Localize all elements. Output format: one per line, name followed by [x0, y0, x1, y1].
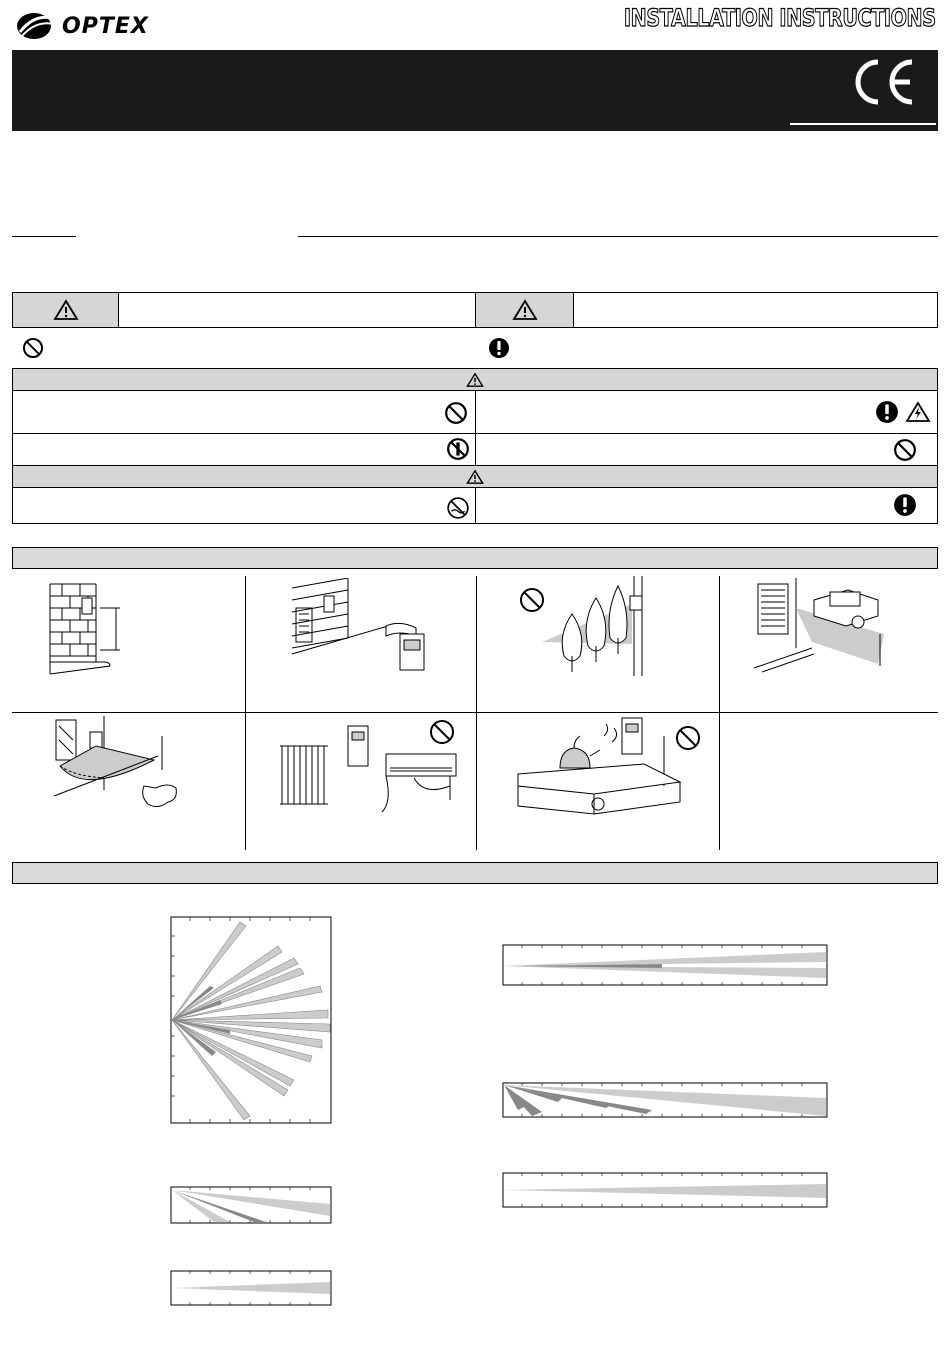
- safety-divider-bottom: [475, 488, 476, 524]
- wall-height-illustration: [40, 582, 140, 680]
- grid-divider-2: [476, 576, 477, 850]
- no-water-icon: [446, 496, 470, 520]
- corner-mount-illustration: [288, 578, 438, 680]
- electric-shock-icon: [905, 401, 931, 423]
- legend-warning-box: [12, 292, 476, 328]
- banner-underline: [790, 123, 936, 125]
- narrow-beam-side-view-chart: [502, 1172, 828, 1208]
- vehicle-illustration: [752, 578, 912, 678]
- optex-swoosh-icon: [16, 10, 56, 42]
- exclamation-circle-icon: [875, 400, 899, 424]
- warning-triangle-icon: [512, 299, 538, 321]
- section-header-detection-pattern: [12, 862, 938, 884]
- warning-triangle-icon: [466, 372, 484, 388]
- no-disassembly-icon: [446, 437, 470, 461]
- legend-caution-box: [475, 292, 938, 328]
- safety-caution-header: [13, 466, 937, 488]
- legend-caution-icon-cell: [476, 293, 574, 327]
- ce-mark-icon: [850, 56, 916, 108]
- exclamation-circle-icon: [893, 493, 917, 517]
- intro-rule-left: [12, 236, 76, 237]
- document-title: INSTALLATION INSTRUCTIONS: [624, 4, 936, 32]
- exclamation-circle-icon: [488, 337, 510, 359]
- long-range-top-view-chart: [502, 944, 828, 986]
- steam-prohibited-illustration: [514, 716, 704, 816]
- grid-divider-3: [719, 576, 720, 850]
- prohibited-circle-icon: [893, 438, 917, 462]
- detection-side-view-chart-wide: [170, 1186, 332, 1224]
- long-range-side-view-chart: [502, 1082, 828, 1118]
- prohibited-circle-icon: [22, 337, 44, 359]
- heat-source-prohibited-illustration: [274, 716, 470, 816]
- grid-divider-1: [245, 576, 246, 850]
- prohibited-circle-icon: [444, 401, 468, 425]
- warning-triangle-icon: [466, 469, 484, 485]
- brand-name: OPTEX: [62, 14, 149, 39]
- title-banner: [12, 50, 938, 131]
- detection-top-view-chart: [170, 916, 332, 1124]
- detection-side-view-chart-narrow: [170, 1270, 332, 1306]
- safety-table: [12, 368, 938, 524]
- intro-rule-right: [298, 236, 938, 237]
- brand-logo: [16, 10, 156, 46]
- warning-triangle-icon: [53, 299, 79, 321]
- safety-divider-top: [475, 391, 476, 466]
- safety-warning-header: [13, 369, 937, 391]
- legend-warning-icon-cell: [13, 293, 119, 327]
- grid-row-divider: [12, 712, 938, 713]
- pet-detection-illustration: [44, 716, 194, 816]
- trees-prohibited-illustration: [512, 574, 662, 678]
- section-header-installation: [12, 547, 938, 569]
